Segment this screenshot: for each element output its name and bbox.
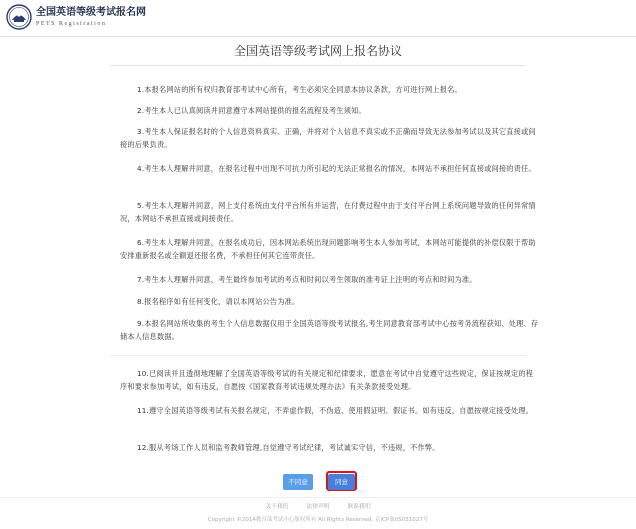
site-subtitle: PETS Registration <box>36 21 107 27</box>
clause-8: 8.报名程序如有任何变化，请以本网站公告为准。 <box>137 297 300 306</box>
footer-link-contact[interactable]: 联系我们 <box>347 504 371 510</box>
title-divider <box>110 65 526 66</box>
disagree-button[interactable]: 不同意 <box>283 474 313 490</box>
clause-9: 9.本报名网站所收集的考生个人信息数据仅用于全国英语等级考试报名,考生同意教育部考试中心按考务流程获知、处理、存储本人信息数据。 <box>120 319 539 341</box>
agree-button[interactable]: 同意 <box>328 474 355 490</box>
clause-2: 2.考生本人已认真阅读并同意遵守本网站提供的报名流程及考生须知。 <box>137 106 366 115</box>
copyright-text: Copyright ©2014教育部考试中心版权所有 All Rights Reserved. 京ICP备05031027号 <box>207 517 429 523</box>
clause-12: 12.服从考场工作人员和监考教师管理,自觉遵守考试纪律，考试诚实守信，不违规，不作弊。 <box>137 443 440 452</box>
clause-1: 1.本报名网站的所有权归教育部考试中心所有，考生必须完全同意本协议条款，方可进行网上报名。 <box>137 85 462 94</box>
section-divider <box>110 355 526 356</box>
clause-6: 6.考生本人理解并同意，在报名成功后，因本网站系统出现问题影响考生本人参加考试，本网站可能提供的补偿仅限于帮助安排重新报名或全额退还报名费，不承担任何其它连带责任。 <box>120 238 536 260</box>
clause-11: 11.遵守全国英语等级考试有关报名规定，不弄虚作假，不伪造、使用假证明、假证书。如有违反，自愿按规定接受处理。 <box>137 406 534 415</box>
clause-4: 4.考生本人理解并同意，在报名过程中出现不可抗力所引起的无法正常报名的情况，本网站不承担任何直接或间接的责任。 <box>137 164 536 173</box>
pets-logo-icon <box>6 4 32 30</box>
site-header <box>0 0 636 37</box>
footer-link-legal[interactable]: 法律声明 <box>306 504 330 510</box>
clause-7: 7.考生本人理解并同意，考生最终参加考试的考点和时间以考生领取的准考证上注明的考点和时间为准。 <box>137 275 477 284</box>
clause-3: 3.考生本人保证报名时的个人信息资料真实、正确，并将对个人信息不真实或不正确而导致无法参加考试以及其它直接或间接的后果负责。 <box>120 127 536 149</box>
site-name: 全国英语等级考试报名网 <box>36 7 146 18</box>
page-title: 全国英语等级考试网上报名协议 <box>233 44 402 58</box>
footer-divider <box>0 497 636 498</box>
footer-link-about[interactable]: 关于我们 <box>265 504 289 510</box>
clause-5: 5.考生本人理解并同意，网上支付系统由支付平台所有并运营，在付费过程中由于支付平台网上系统问题导致的任何异常情况，本网站不承担直接或间接责任。 <box>120 201 536 223</box>
clause-10: 10.已阅读并且透彻地理解了全国英语等级考试的有关规定和纪律要求，愿意在考试中自觉遵守这些规定，保证按规定的程序和要求参加考试，如有违反，自愿按《国家教育考试违规处理办法》有关条款接受处理。 <box>120 369 534 391</box>
footer-links <box>0 503 636 511</box>
